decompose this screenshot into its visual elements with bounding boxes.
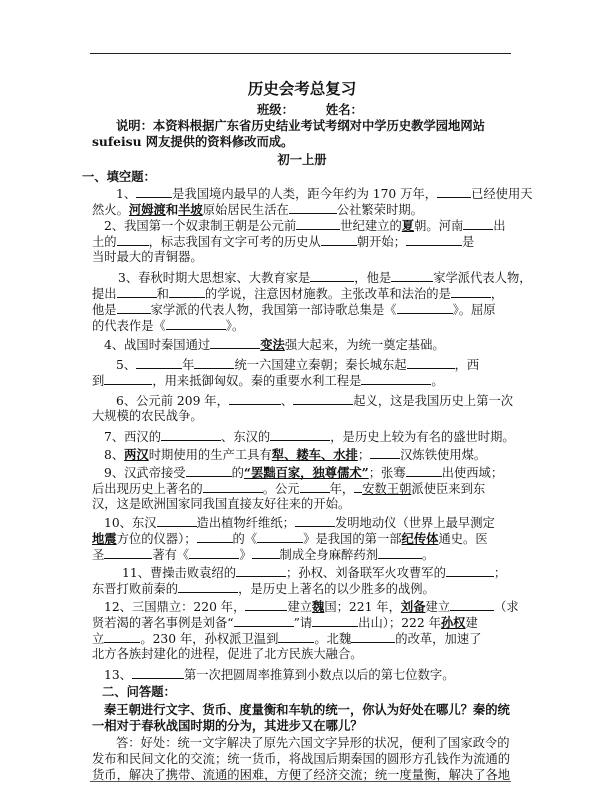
fill-q9-line2: 后出现历史上著名的 。公元 年， 安数王朝派使臣来到东: [92, 482, 486, 496]
fill-q3-line3: 他是 家学派的代表人物，我国第一部诗歌总集是《 》。屈原: [92, 303, 496, 317]
fill-q5-line2: 到 ，用来抵御匈奴。秦的重要水利工程是 。: [92, 374, 444, 388]
fill-q6-line1: 6、公元前 209 年， 、 起义，这是我国历史上第一次: [116, 394, 514, 408]
note-line-2: sufeisu 网友提供的资料修改而成。: [92, 134, 294, 149]
class-name-line: [92, 102, 512, 118]
fill-q3-line2: 提出 和 的学说，注意因材施教。主张改革和法治的是 ，: [92, 287, 504, 301]
fill-q7: 7、西汉的 、东汉的 ，是历史上较为有名的盛世时期。: [104, 430, 515, 444]
fill-q10-line3: 圣 著有《 》 制成全身麻醉药剂 。: [92, 548, 435, 562]
class-label: 班级：: [257, 102, 294, 117]
fill-q10-line1: 10、东汉 造出植物纤维纸； 发明地动仪（世界上最早测定: [104, 516, 495, 530]
fill-q12-line3: 立 。230 年，孙权派卫温到 。北魏 的改革，加速了: [92, 632, 482, 646]
fill-q1-line2: 然火。河姆渡和半坡原始居民生活在 公社繁荣时期。: [92, 202, 423, 217]
fill-q9-line3: 汉，这是欧洲国家同我国直接友好往来的开始。: [92, 497, 351, 511]
note-text-1: 说明：本资料根据广东省历史结业考试考纲对中学历史教学园地网站: [116, 118, 485, 133]
essay-answer-line3: 货币，解决了携带、流通的困难，方便了经济交流；统一度量衡，解决了各地: [92, 768, 511, 782]
fill-q2-line2: 土的 ，标志我国有文字可考的历史从 朝开始； 是: [92, 235, 475, 249]
fill-q5-line1: 5、 年 统一六国建立秦朝；秦长城东起 ，西: [116, 358, 480, 372]
section-title: 初一上册: [277, 152, 327, 167]
essay-answer-line2: 发布和民间文化的交流；统一货币，将战国后期秦国的圆形方孔钱作为流通的: [92, 752, 511, 766]
fill-q11-line1: 11、曹操击败袁绍的 ；孙权、刘备联军火攻曹军的 ；: [122, 566, 507, 580]
fill-q3-line1: 3、春秋时期大思想家、大教育家是 ，他是 家学派代表人物，: [118, 271, 532, 285]
note-line-1: [92, 118, 512, 134]
fill-q4: 4、战国时秦国通过 变法强大起来，为统一奠定基础。: [104, 337, 445, 352]
fill-q13: 13、 第一次把圆周率推算到小数点以后的第七位数字。: [104, 668, 455, 682]
essay-answer-line1: 答：好处：统一文字解决了原先六国文字异形的状况，便利了国家政令的: [116, 736, 510, 750]
fill-q10-line2: 地震方位的仪器）； 的《 》是我国的第一部纪传体通史。医: [92, 531, 488, 546]
fill-q6-line2: 大规模的农民战争。: [92, 409, 203, 423]
doc-title: 历史会考总复习: [247, 79, 357, 98]
fill-q9-line1: 9、汉武帝接受 的“罢黜百家，独尊儒术”；张骞 出使西域；: [104, 465, 504, 480]
fill-q1-line1: 1、 是我国境内最早的人类，距今年约为 170 万年， 已经使用天: [116, 187, 533, 201]
fill-q8: 8、两汉时期使用的生产工具有犁、耧车、水排； 汉炼铁使用煤。: [104, 447, 487, 462]
fill-q12-line2: 贤若渴的著名事例是刘备“ ”请 出山）；222 年孙权建: [92, 615, 478, 630]
header-rule: [90, 53, 511, 54]
fill-q12-line1: 12、三国鼎立：220 年， 建立魏国；221 年，刘备建立 （求: [104, 599, 519, 614]
name-label: 姓名：: [325, 102, 363, 117]
fill-q12-line4: 北方各族封建化的进程，促进了北方民族大融合。: [92, 647, 363, 661]
part-one-heading: 一、填空题：: [82, 169, 156, 184]
footer-rule: [90, 781, 511, 782]
essay-question-line1: 秦王朝进行文字、货币、度量衡和车轨的统一，你认为好处在哪儿？秦的统: [104, 702, 510, 717]
essay-question-line2: 一相对于春秋战国时期的分为，其进步又在哪儿？: [92, 718, 363, 733]
part-two-heading: 二、问答题：: [102, 684, 176, 699]
fill-q3-line4: 的代表作是《 》。: [92, 319, 245, 333]
fill-q2-line3: 当时最大的青铜器。: [92, 250, 203, 264]
fill-q2-line1: 2、我国第一个奴隶制王朝是公元前 世纪建立的夏朝。河南 出: [104, 218, 506, 233]
fill-q11-line2: 东晋打败前秦的 ，是历史上著名的以少胜多的战例。: [92, 582, 435, 596]
